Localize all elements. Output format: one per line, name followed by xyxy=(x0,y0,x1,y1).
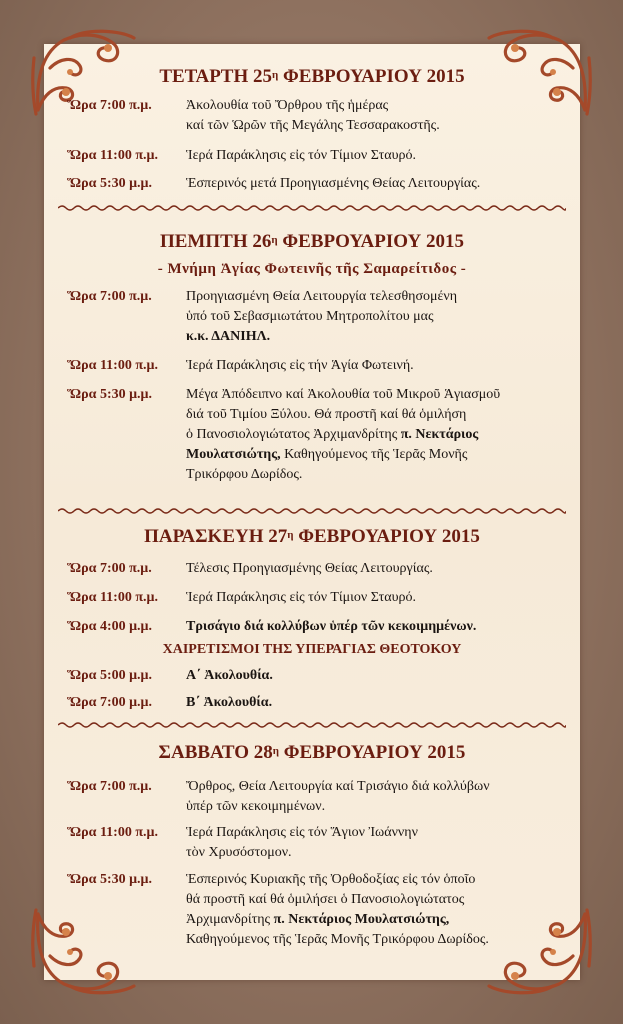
service-time: Ὥρα 5:30 μ.μ. xyxy=(67,387,152,402)
service-time: Ὥρα 11:00 π.μ. xyxy=(67,590,158,605)
day-heading: ΣΑΒΒΑΤΟ $28^\eta$ ΦΕΒΡΟΥΑΡΙΟΥ 2015 xyxy=(158,742,466,763)
service-description: Ἱερά Παράκλησις εἰς τήν Ἁγία Φωτεινή. xyxy=(186,358,414,373)
service-time: Ὥρα 7:00 π.μ. xyxy=(67,561,152,576)
service-time: Ὥρα 11:00 π.μ. xyxy=(67,825,158,840)
service-time: Ὥρα 11:00 π.μ. xyxy=(67,358,158,373)
service-time: Ὥρα 7:00 μ.μ. xyxy=(67,695,152,710)
service-description: Ἀκολουθία τοῦ Ὄρθρου τῆς ἡμέρας καί τῶν Ὡρῶν τῆς Μεγάλης Τεσσαρακοστῆς. xyxy=(186,98,440,133)
service-time: Ὥρα 7:00 π.μ. xyxy=(67,289,152,304)
service-description: Μέγα Ἀπόδειπνο καί Ἀκολουθία τοῦ Μικροῦ Ἁγιασμοῦ διά τοῦ Τιμίου Ξύλου. Θά προστῆ καί θά ὁμιλήση ὁ Πανοσιολογιώτατος Ἀρχιμανδρίτης π. Νεκτάριος Μουλατσιώτης, Καθηγούμενος τῆς Ἱερᾶς Μονῆς Τρικόρφου Δωρίδος. xyxy=(186,387,501,482)
service-description: Ὄρθρος, Θεία Λειτουργία καί Τρισάγιο διά κολλύβων ὑπέρ τῶν κεκοιμημένων. xyxy=(186,779,490,814)
service-time: Ὥρα 4:00 μ.μ. xyxy=(67,619,152,634)
service-description: Τέλεσις Προηγιασμένης Θείας Λειτουργίας. xyxy=(186,561,433,576)
corner-ornament-icon xyxy=(30,906,140,996)
wavy-divider xyxy=(58,720,566,730)
wavy-divider xyxy=(58,506,566,516)
service-description: Τρισάγιο διά κολλύβων ὑπέρ τῶν κεκοιμημένων. xyxy=(186,619,477,634)
day-heading: ΠΕΜΠΤΗ $26^\eta$ ΦΕΒΡΟΥΑΡΙΟΥ 2015 xyxy=(159,231,465,252)
service-description: Α΄ Ἀκολουθία. xyxy=(186,668,273,683)
service-description: Ἱερά Παράκλησις εἰς τόν Ἅγιον Ἰωάννην τὸν Χρυσόστομον. xyxy=(186,825,418,860)
service-description: Ἑσπερινός μετά Προηγιασμένης Θείας Λειτουργίας. xyxy=(186,176,481,191)
service-description: Β΄ Ἀκολουθία. xyxy=(186,695,273,710)
service-time: Ὥρα 5:00 μ.μ. xyxy=(67,668,152,683)
service-description: Ἱερά Παράκλησις εἰς τόν Τίμιον Σταυρό. xyxy=(186,590,417,605)
feast-subheading: - Μνήμη Ἁγίας Φωτεινῆς τῆς Σαμαρείτιδος - xyxy=(157,261,467,277)
day-heading: ΤΕΤΑΡΤΗ $25^\eta$ ΦΕΒΡΟΥΑΡΙΟΥ 2015 xyxy=(159,66,465,87)
service-time: Ὥρα 5:30 μ.μ. xyxy=(67,872,152,887)
chairetismoi-heading: ΧΑΙΡΕΤΙΣΜΟΙ ΤΗΣ ΥΠΕΡΑΓΙΑΣ ΘΕΟΤΟΚΟΥ xyxy=(162,642,462,657)
service-description: Προηγιασμένη Θεία Λειτουργία τελεσθησομένη ὑπό τοῦ Σεβασμιωτάτου Μητροπολίτου μας κ.κ. ΔΑΝΙΗΛ. xyxy=(186,289,458,344)
service-time: Ὥρα 5:30 μ.μ. xyxy=(67,176,152,191)
service-description: Ἱερά Παράκλησις εἰς τόν Τίμιον Σταυρό. xyxy=(186,148,417,163)
day-heading: ΠΑΡΑΣΚΕΥΗ $27^\eta$ ΦΕΒΡΟΥΑΡΙΟΥ 2015 xyxy=(144,526,480,547)
service-time: Ὥρα 7:00 π.μ. xyxy=(67,98,152,113)
service-time: Ὥρα 11:00 π.μ. xyxy=(67,148,158,163)
wavy-divider xyxy=(58,203,566,213)
service-time: Ὥρα 7:00 π.μ. xyxy=(67,779,152,794)
service-description: Ἑσπερινός Κυριακῆς τῆς Ὀρθοδοξίας εἰς τόν ὁποῖο θά προστῆ καί θά ὁμιλήσει ὁ Πανοσιολογιώτατος Ἀρχιμανδρίτης π. Νεκτάριος Μουλατσιώτης, Καθηγούμενος τῆς Ἱερᾶς Μονῆς Τρικόρφου Δωρίδος. xyxy=(186,872,489,947)
